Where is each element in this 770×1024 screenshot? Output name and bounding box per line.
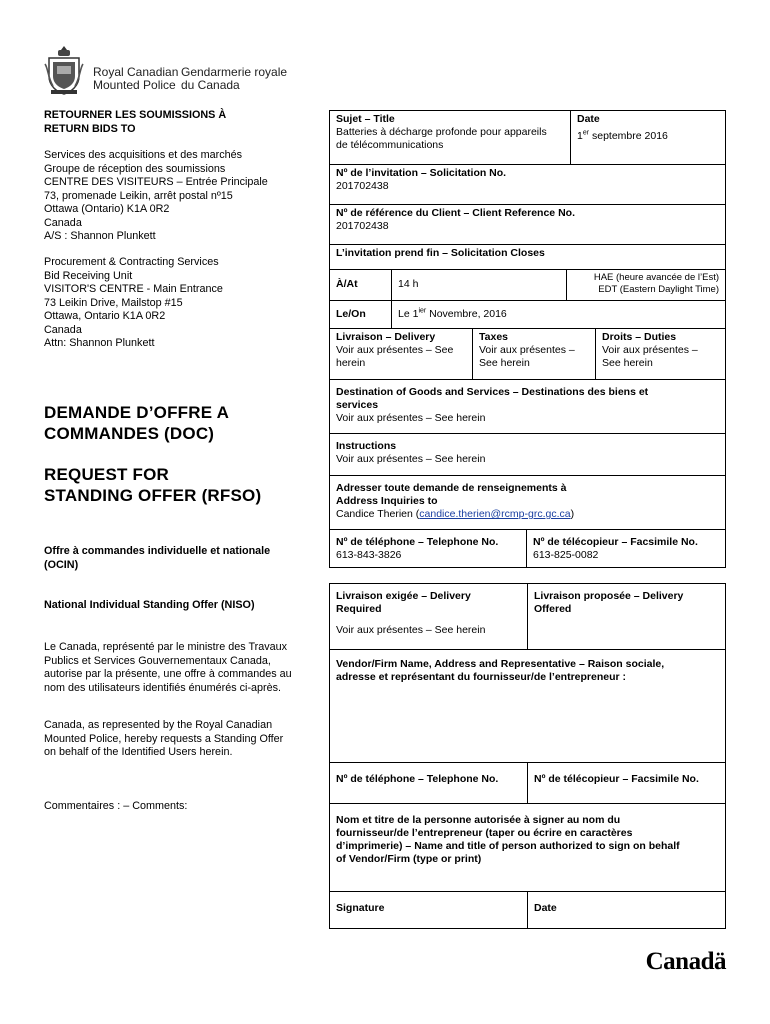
at-label: À/At [329, 269, 392, 301]
niso-label: National Individual Standing Offer (NISO) [44, 599, 255, 611]
english-authorization-paragraph: Canada, as represented by the Royal Canadian Mounted Police, hereby requests a Standing Offer on behalf of the Identified Users herein. [44, 719, 284, 758]
comments-label: Commentaires : – Comments: [44, 800, 188, 812]
french-return-address: Services des acquisitions et des marchés Groupe de réception des soumissions CENTRE DES VISITEURS – Entrée Principale 73, promenade Leikin, arrêt postal nº15 Ottawa (Ontario) K1A 0R2 Canada A/S : Shannon Plunkett [44, 149, 268, 242]
document-title-fr: DEMANDE D’OFFRE A COMMANDES (DOC) [44, 403, 230, 443]
agency-name-en: Royal Canadian Mounted Police [93, 65, 179, 92]
english-return-address: Procurement & Contracting Services Bid Receiving Unit VISITOR'S CENTRE - Main Entrance 73 Leikin Drive, Mailstop #15 Ottawa, Ontario K1A 0R2 Canada Attn: Shannon Plunkett [44, 256, 223, 349]
canada-wordmark-logo: Canadä [645, 948, 726, 975]
title-field: Sujet – Title Batteries à décharge profonde pour appareils de télécommunications [329, 110, 571, 165]
duties-field: Droits – Duties Voir aux présentes – See herein [595, 328, 726, 380]
ocin-label: Offre à commandes individuelle et nationale (OCIN) [44, 545, 271, 571]
signature-field[interactable]: Signature [329, 891, 528, 929]
agency-name-fr: Gendarmerie royale du Canada [181, 65, 288, 92]
taxes-field: Taxes Voir aux présentes – See herein [472, 328, 596, 380]
return-bids-heading: RETOURNER LES SOUMISSIONS À RETURN BIDS TO [44, 109, 227, 135]
delivery-field: Livraison – Delivery Voir aux présentes – See herein [329, 328, 473, 380]
closing-time-value: 14 h [391, 269, 567, 301]
delivery-required-field: Livraison exigée – Delivery Required Voir aux présentes – See herein [329, 583, 528, 650]
client-reference-field: Nº de référence du Client – Client Reference No. 201702438 [329, 204, 726, 245]
authorized-signer-field[interactable]: Nom et titre de la personne autorisée à signer au nom du fournisseur/de l’entrepreneur (taper ou écrire en caractères d’imprimerie) – Name and title of person authorized to sign on behalf of Vendor/Firm (type or print) [329, 803, 726, 892]
instructions-field: Instructions Voir aux présentes – See herein [329, 433, 726, 476]
timezone-field: HAE (heure avancée de l’Est) EDT (Eastern Daylight Time) [566, 269, 726, 301]
vendor-telephone-field[interactable]: Nº de téléphone – Telephone No. [329, 762, 528, 804]
closing-date-value: Le $1^{ier}$ Novembre, 2016 [391, 300, 726, 329]
signature-date-field[interactable]: Date [527, 891, 726, 929]
on-label: Le/On [329, 300, 392, 329]
address-inquiries-field: Adresser toute demande de renseignements à Address Inquiries to Candice Therien (candice.therien@rcmp-grc.gc.ca) [329, 475, 726, 530]
date-field: Date 1er septembre 2016 [570, 110, 726, 165]
delivery-offered-field[interactable]: Livraison proposée – Delivery Offered [527, 583, 726, 650]
inquiries-email-link[interactable]: candice.therien@rcmp-grc.gc.ca [419, 508, 571, 520]
french-authorization-paragraph: Le Canada, représenté par le ministre des Travaux Publics et Services Gouvernementaux Canada, autorise par la présente, une offre à commandes au nom des utilisateurs identifiés énumérés ci-après. [44, 641, 292, 694]
vendor-facsimile-field[interactable]: Nº de télécopieur – Facsimile No. [527, 762, 726, 804]
solicitation-number-field: Nº de l’invitation – Solicitation No. 201702438 [329, 164, 726, 205]
destination-field: Destination of Goods and Services – Destinations des biens et services Voir aux présentes – See herein [329, 379, 726, 434]
vendor-name-address-field[interactable]: Vendor/Firm Name, Address and Representative – Raison sociale, adresse et représentant du fournisseur/de l’entrepreneur : [329, 649, 726, 763]
rcmp-crest-logo [43, 44, 85, 96]
telephone-field: Nº de téléphone – Telephone No. 613-843-3826 [329, 529, 527, 568]
facsimile-field: Nº de télécopieur – Facsimile No. 613-825-0082 [526, 529, 726, 568]
solicitation-closes-header: L’invitation prend fin – Solicitation Closes [329, 244, 726, 270]
document-title-en: REQUEST FOR STANDING OFFER (RFSO) [44, 465, 262, 505]
